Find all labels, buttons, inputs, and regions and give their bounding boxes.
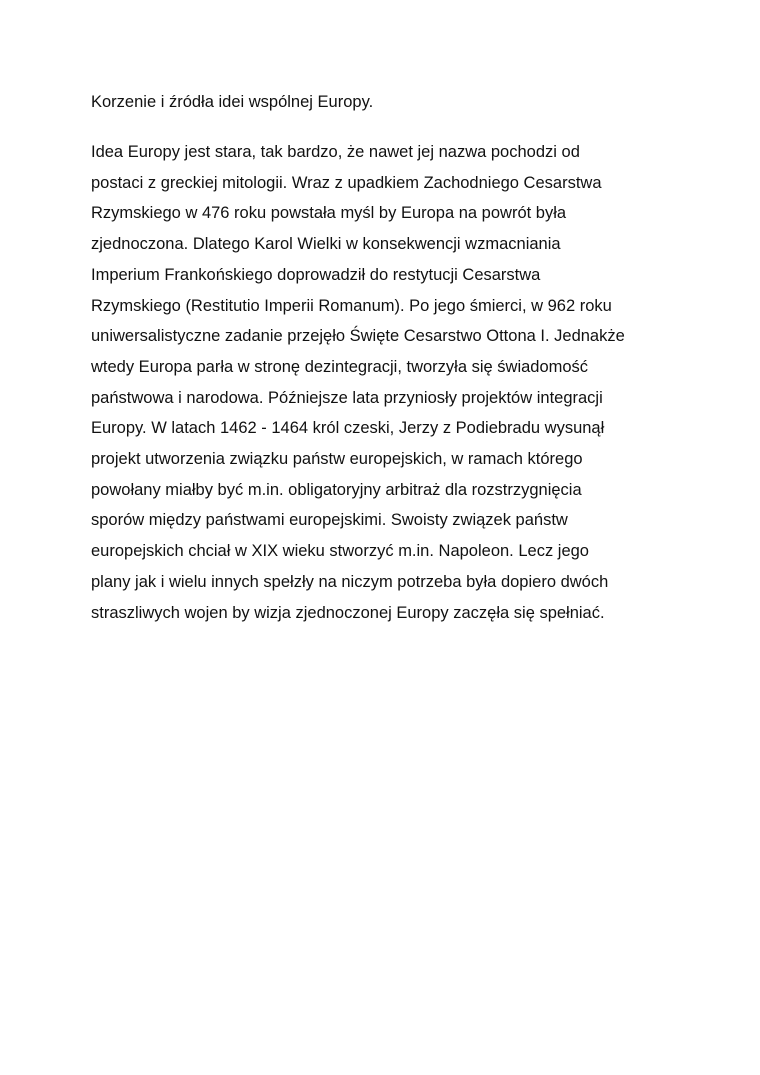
paragraph-line: Rzymskiego w 476 roku powstała myśl by Europa na powrót była [91, 204, 567, 223]
paragraph-line: powołany miałby być m.in. obligatoryjny arbitraż dla rozstrzygnięcia [91, 480, 582, 499]
paragraph-line: europejskich chciał w XIX wieku stworzyć m.in. Napoleon. Lecz jego [91, 542, 589, 561]
paragraph-line: Idea Europy jest stara, tak bardzo, że nawet jej nazwa pochodzi od [91, 143, 580, 161]
paragraph-line: uniwersalistyczne zadanie przejęło Święte Cesarstwo Ottona I. Jednakże [91, 327, 625, 346]
document-paragraph [91, 137, 711, 628]
paragraph-line: projekt utworzenia związku państw europejskich, w ramach którego [91, 450, 583, 469]
paragraph-line: Imperium Frankońskiego doprowadził do restytucji Cesarstwa [91, 265, 541, 284]
document-title: Korzenie i źródła idei wspólnej Europy. [91, 93, 374, 111]
paragraph-line: straszliwych wojen by wizja zjednoczonej Europy zaczęła się spełniać. [91, 603, 605, 622]
paragraph-line: wtedy Europa parła w stronę dezintegracji, tworzyła się świadomość [91, 357, 589, 376]
paragraph-line: państwowa i narodowa. Późniejsze lata przyniosły projektów integracji [91, 388, 603, 407]
paragraph-line: zjednoczona. Dlatego Karol Wielki w konsekwencji wzmacniania [91, 235, 561, 254]
paragraph-line: Rzymskiego (Restitutio Imperii Romanum). Po jego śmierci, w 962 roku [91, 296, 612, 315]
paragraph-line: sporów między państwami europejskimi. Swoisty związek państw [91, 511, 568, 530]
paragraph-line: postaci z greckiej mitologii. Wraz z upadkiem Zachodniego Cesarstwa [91, 173, 602, 192]
paragraph-line: Europy. W latach 1462 - 1464 król czeski, Jerzy z Podiebradu wysunął [91, 419, 605, 438]
paragraph-line: plany jak i wielu innych spełzły na niczym potrzeba była dopiero dwóch [91, 572, 609, 591]
